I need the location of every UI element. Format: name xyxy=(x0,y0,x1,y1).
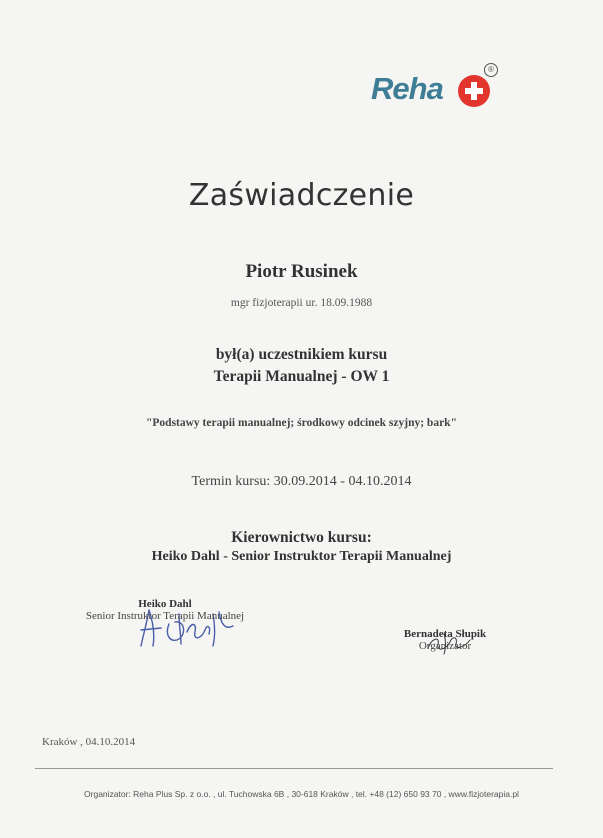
signature-block-right xyxy=(382,628,508,652)
course-name: Terapii Manualnej - OW 1 xyxy=(213,368,390,385)
signer-name: Bernadeta Słupik xyxy=(403,628,487,640)
place-and-date: Kraków , 04.10.2014 xyxy=(42,736,136,748)
organizer-footer: Organizator: Reha Plus Sp. z o.o. , ul. Tuchowska 6B , 30-618 Kraków , tel. +48 (12) 650 93 70 , www.fizjoterapia.pl xyxy=(84,789,519,799)
logo-text: Reha xyxy=(371,71,443,106)
footer-divider xyxy=(35,768,553,769)
certificate-title: Zaświadczenie xyxy=(188,178,415,213)
signer-name: Heiko Dahl xyxy=(138,598,192,610)
direction-heading: Kierownictwo kursu: xyxy=(231,529,372,546)
signer-role: Senior Instruktor Terapii Manualnej xyxy=(85,610,245,622)
course-topic: "Podstawy terapii manualnej; środkowy odcinek szyjny; bark" xyxy=(146,417,457,429)
registered-mark: ® xyxy=(484,63,498,77)
plus-icon xyxy=(458,75,490,107)
direction-name: Heiko Dahl - Senior Instruktor Terapii Manualnej xyxy=(151,549,452,564)
recipient-degree: mgr fizjoterapii ur. 18.09.1988 xyxy=(230,297,373,309)
reha-plus-logo xyxy=(368,63,500,113)
signature-block-left xyxy=(60,598,270,622)
signer-role: Organizator xyxy=(418,640,472,652)
recipient-name: Piotr Rusinek xyxy=(245,261,358,282)
participant-line: był(a) uczestnikiem kursu xyxy=(215,346,388,363)
course-term: Termin kursu: 30.09.2014 - 04.10.2014 xyxy=(191,474,412,489)
